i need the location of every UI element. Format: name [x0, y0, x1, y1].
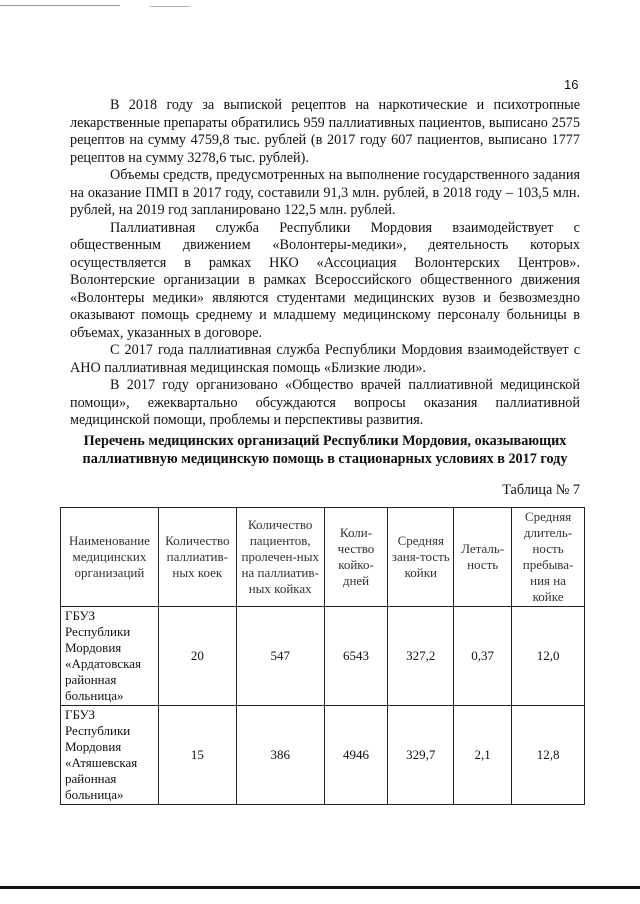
table-cell: 329,7 — [388, 706, 454, 805]
paragraph: Объемы средств, предусмотренных на выполнение государственного задания на оказание ПМП в 2017 году, составили 91,3 млн. рублей, в 2018 году – 103,5 млн. рублей, на 2019 год запланировано 122,5 млн. рублей. — [70, 167, 580, 218]
column-header: Количество пациентов, пролечен-ных на паллиатив-ных койках — [236, 508, 324, 607]
data-table — [60, 507, 585, 805]
table-cell-organization: ГБУЗ Республики Мордовия «Атяшевская районная больница» — [61, 706, 159, 805]
column-header: Количество паллиатив-ных коек — [158, 508, 236, 607]
table-cell-organization: ГБУЗ Республики Мордовия «Ардатовская районная больница» — [61, 607, 159, 706]
paragraph: Паллиативная служба Республики Мордовия взаимодействует с общественным движением «Волонтеры-медики», деятельность которых осуществляется в рамках НКО «Ассоциация Волонтерских Центров». Волонтерские организации в рамках Всероссийского общественного движения «Волонтеры медики» являются студентами медицинских вузов и безвозмездно оказывают помощь среднему и младшему медицинскому персоналу больницы в объемах, указанных в договоре. — [70, 219, 580, 341]
table-cell: 386 — [236, 706, 324, 805]
table-row — [61, 706, 585, 805]
table-title: Перечень медицинских организаций Республики Мордовия, оказывающих паллиативную медицинскую помощь в стационарных условиях в 2017 году — [82, 433, 568, 467]
column-header: Средняя заня-тость койки — [388, 508, 454, 607]
table-header-row — [61, 508, 585, 607]
body-text — [70, 97, 580, 430]
column-header: Коли-чество койко-дней — [324, 508, 388, 607]
column-header: Средняя длитель-ность пребыва-ния на койке — [512, 508, 585, 607]
table-cell: 4946 — [324, 706, 388, 805]
paragraph: С 2017 года паллиативная служба Республики Мордовия взаимодействует с АНО паллиативная медицинская помощь «Близкие люди». — [70, 342, 580, 376]
table-cell: 547 — [236, 607, 324, 706]
paragraph: В 2018 году за выпиской рецептов на наркотические и психотропные лекарственные препараты обратились 959 паллиативных пациентов, выписано 2575 рецептов на сумму 4759,8 тыс. рублей (в 2017 году 607 пациентов, выписано 1777 рецептов на сумму 3278,6 тыс. рублей). — [70, 97, 580, 166]
table-cell: 15 — [158, 706, 236, 805]
table-cell: 20 — [158, 607, 236, 706]
table-cell: 0,37 — [454, 607, 512, 706]
table-row — [61, 607, 585, 706]
table-cell: 12,0 — [512, 607, 585, 706]
bottom-rule — [0, 886, 640, 889]
column-header: Наименование медицинских организаций — [61, 508, 159, 607]
table-cell: 6543 — [324, 607, 388, 706]
scan-artifact-line — [150, 6, 190, 7]
scan-artifact-line — [0, 5, 120, 6]
table-cell: 12,8 — [512, 706, 585, 805]
page-number: 16 — [564, 77, 579, 92]
paragraph: В 2017 году организовано «Общество врачей паллиативной медицинской помощи», ежеквартально обсуждаются вопросы оказания паллиативной медицинской помощи, проблемы и перспективы развития. — [70, 377, 580, 428]
table-cell: 2,1 — [454, 706, 512, 805]
table-cell: 327,2 — [388, 607, 454, 706]
column-header: Леталь-ность — [454, 508, 512, 607]
table-label: Таблица № 7 — [502, 482, 580, 498]
